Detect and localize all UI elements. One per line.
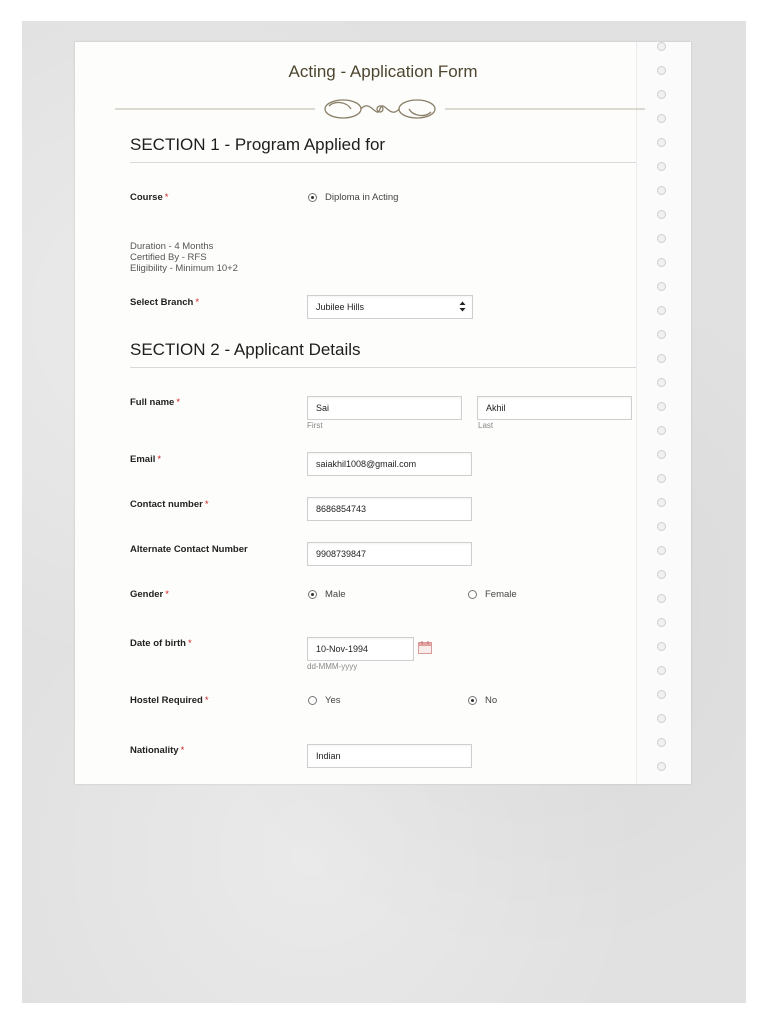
required-asterisk: *: [180, 745, 185, 756]
gender-option-female[interactable]: [468, 589, 517, 600]
binder-hole: [657, 258, 666, 267]
required-asterisk: *: [195, 297, 200, 308]
radio-button-icon[interactable]: [468, 590, 477, 599]
binder-hole: [657, 618, 666, 627]
form-title: Acting - Application Form: [288, 62, 478, 81]
binder-hole: [657, 570, 666, 579]
gender-label-text: Gender: [130, 589, 164, 600]
ornament-divider-icon: [115, 94, 645, 124]
binder-holes: [636, 42, 691, 784]
form-paper: [75, 42, 691, 784]
section-1-divider: [130, 162, 636, 163]
radio-button-icon[interactable]: [468, 696, 477, 705]
full-name-label: [130, 397, 180, 408]
hostel-option-no[interactable]: [468, 695, 497, 706]
full-name-label-text: Full name: [130, 397, 175, 408]
required-asterisk: *: [176, 397, 181, 408]
dob-label: [130, 638, 192, 649]
required-asterisk: *: [204, 499, 209, 510]
binder-hole: [657, 498, 666, 507]
alternate-contact-label-text: Alternate Contact Number: [130, 544, 248, 555]
contact-number-label-text: Contact number: [130, 499, 203, 510]
gender-option-male[interactable]: [308, 589, 346, 600]
binder-hole: [657, 114, 666, 123]
calendar-icon[interactable]: [418, 641, 432, 654]
email-label-text: Email: [130, 454, 156, 465]
course-label: [130, 192, 168, 203]
dob-label-text: Date of birth: [130, 638, 186, 649]
binder-hole: [657, 426, 666, 435]
nationality-label-text: Nationality: [130, 745, 179, 756]
binder-hole: [657, 714, 666, 723]
binder-hole: [657, 210, 666, 219]
course-option-label: Diploma in Acting: [325, 192, 399, 203]
course-eligibility: Eligibility - Minimum 10+2: [130, 263, 238, 274]
select-arrows-icon: [459, 301, 466, 312]
required-asterisk: *: [164, 192, 169, 203]
radio-button-icon[interactable]: [308, 696, 317, 705]
binder-hole: [657, 522, 666, 531]
first-name-value: Sai: [316, 403, 330, 413]
first-name-sublabel: First: [307, 421, 323, 430]
section-2-title: SECTION 2 - Applicant Details: [130, 340, 361, 359]
binder-hole: [657, 90, 666, 99]
binder-hole: [657, 282, 666, 291]
last-name-sublabel: Last: [478, 421, 494, 430]
required-asterisk: *: [204, 695, 209, 706]
hostel-yes-label: Yes: [325, 695, 341, 706]
last-name-value: Akhil: [486, 403, 506, 413]
email-input[interactable]: [307, 452, 472, 476]
required-asterisk: *: [165, 589, 169, 600]
gender-female-label: Female: [485, 589, 517, 600]
radio-button-icon[interactable]: [308, 590, 317, 599]
binder-hole: [657, 378, 666, 387]
radio-button-icon[interactable]: [308, 193, 317, 202]
binder-hole: [657, 666, 666, 675]
contact-number-label: [130, 499, 209, 510]
branch-select-value: Jubilee Hills: [316, 302, 365, 312]
binder-hole: [657, 642, 666, 651]
course-certified-by: Certified By - RFS: [130, 252, 207, 263]
dob-input[interactable]: [307, 637, 414, 661]
binder-hole: [657, 330, 666, 339]
alternate-contact-value: 9908739847: [316, 549, 367, 559]
section-2-divider: [130, 367, 636, 368]
course-info: [130, 241, 238, 274]
binder-hole: [657, 402, 666, 411]
binder-hole: [657, 162, 666, 171]
required-asterisk: *: [157, 454, 162, 465]
nationality-value: Indian: [316, 751, 341, 761]
nationality-input[interactable]: [307, 744, 472, 768]
binder-hole: [657, 234, 666, 243]
binder-hole: [657, 738, 666, 747]
email-label: [130, 454, 161, 465]
binder-hole: [657, 474, 666, 483]
alternate-contact-input[interactable]: [307, 542, 472, 566]
binder-hole: [657, 354, 666, 363]
binder-hole: [657, 762, 666, 771]
binder-hole: [657, 546, 666, 555]
binder-hole: [657, 138, 666, 147]
branch-label: [130, 297, 199, 308]
nationality-label: [130, 745, 184, 756]
email-value: saiakhil1008@gmail.com: [316, 459, 417, 469]
gender-label: [130, 589, 169, 600]
dob-format-hint: dd-MMM-yyyy: [307, 662, 358, 671]
contact-number-input[interactable]: [307, 497, 472, 521]
last-name-input[interactable]: [477, 396, 632, 420]
binder-hole: [657, 690, 666, 699]
binder-hole: [657, 186, 666, 195]
section-1-title: SECTION 1 - Program Applied for: [130, 135, 386, 154]
dob-value: 10-Nov-1994: [316, 644, 369, 654]
course-option-diploma[interactable]: [308, 192, 398, 203]
binder-hole: [657, 306, 666, 315]
course-label-text: Course: [130, 192, 163, 203]
course-duration: Duration - 4 Months: [130, 241, 214, 252]
hostel-no-label: No: [485, 695, 498, 706]
binder-hole: [657, 450, 666, 459]
gender-male-label: Male: [325, 589, 346, 600]
branch-label-text: Select Branch: [130, 297, 194, 308]
alternate-contact-label: [130, 544, 248, 555]
branch-select[interactable]: [307, 295, 473, 319]
contact-number-value: 8686854743: [316, 504, 367, 514]
hostel-label: [130, 695, 209, 706]
hostel-option-yes[interactable]: [308, 695, 341, 706]
binder-hole: [657, 594, 666, 603]
binder-hole: [657, 42, 666, 51]
first-name-input[interactable]: [307, 396, 462, 420]
required-asterisk: *: [187, 638, 192, 649]
hostel-label-text: Hostel Required: [130, 695, 203, 706]
